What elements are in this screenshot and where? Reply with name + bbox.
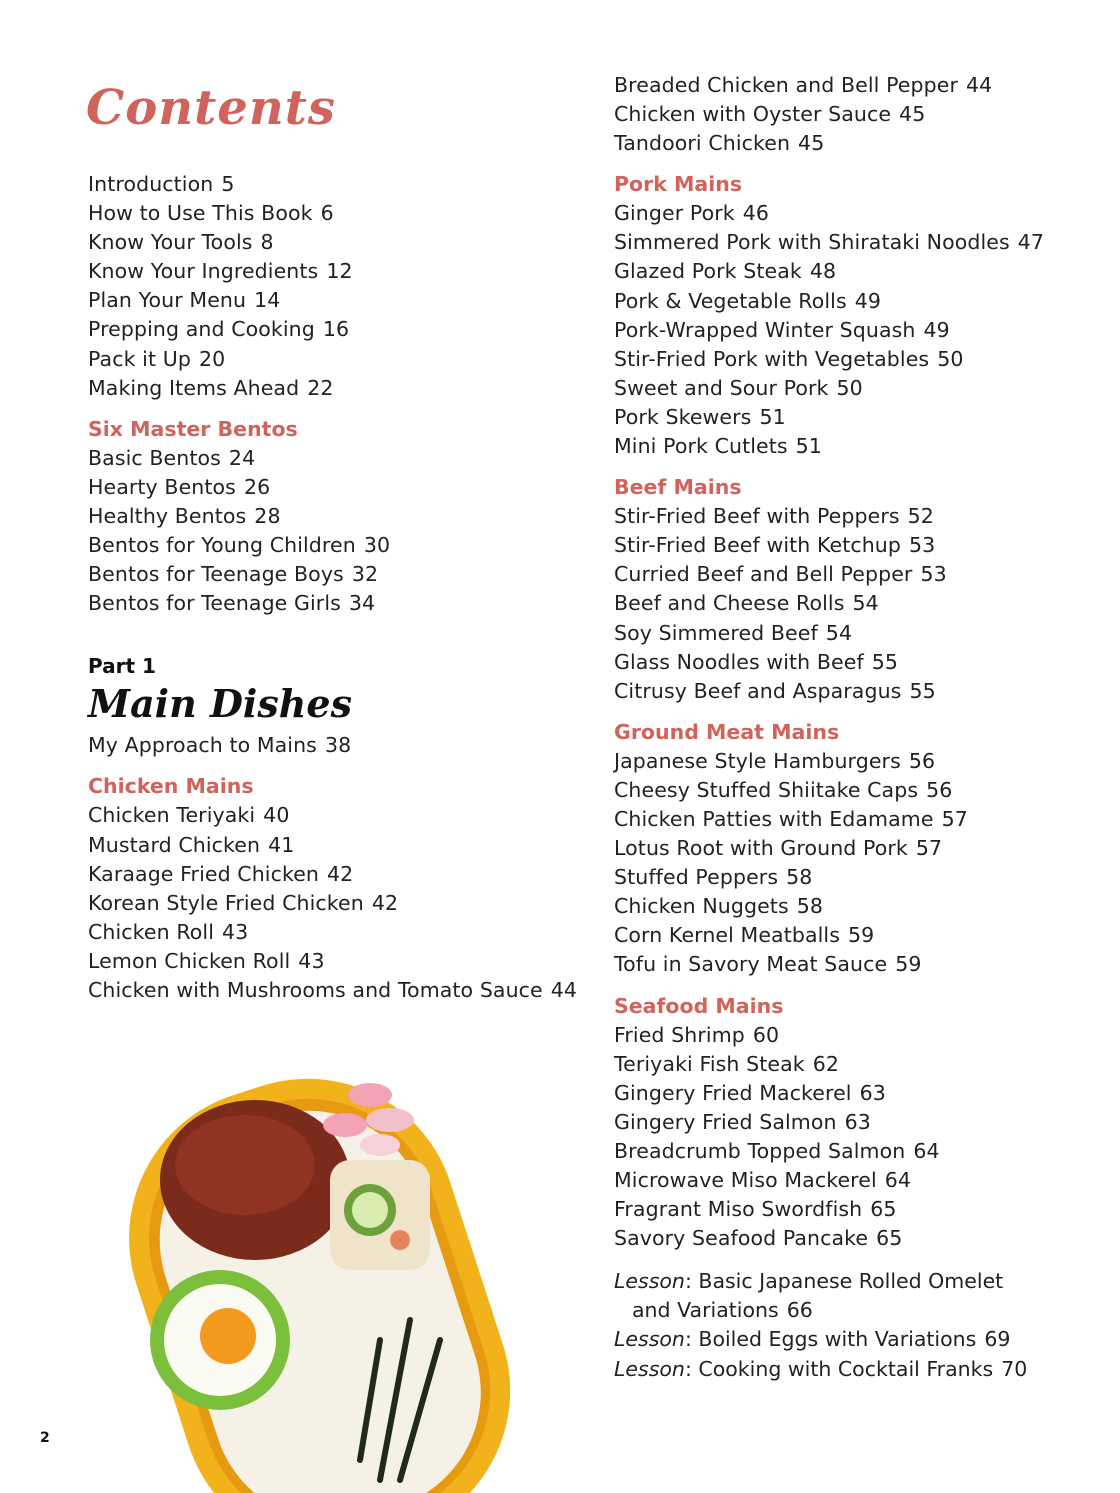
- toc-entry[interactable]: Lotus Root with Ground Pork 57: [614, 836, 943, 861]
- toc-entry[interactable]: Glazed Pork Steak 48: [614, 259, 837, 284]
- toc-entry[interactable]: Chicken with Mushrooms and Tomato Sauce 44: [88, 977, 578, 1002]
- lesson-entry[interactable]: Lesson: Cooking with Cocktail Franks 70: [614, 1356, 1028, 1381]
- toc-entry[interactable]: Stir-Fried Beef with Ketchup 53: [614, 533, 936, 558]
- toc-entry[interactable]: Pork-Wrapped Winter Squash 49: [614, 317, 950, 342]
- toc-entry[interactable]: How to Use This Book 6: [88, 201, 334, 226]
- toc-entry[interactable]: Cheesy Stuffed Shiitake Caps 56: [614, 777, 953, 802]
- toc-entry[interactable]: Bentos for Teenage Boys 32: [88, 562, 379, 587]
- toc-entry[interactable]: Fried Shrimp 60: [614, 1022, 780, 1047]
- toc-entry[interactable]: Tandoori Chicken 45: [614, 131, 825, 156]
- seafood-mains-list: [614, 1021, 1094, 1254]
- toc-entry[interactable]: Lemon Chicken Roll 43: [88, 948, 325, 973]
- toc-entry[interactable]: Gingery Fried Salmon 63: [614, 1109, 871, 1134]
- toc-entry[interactable]: Basic Bentos 24: [88, 445, 256, 470]
- toc-entry[interactable]: Breadcrumb Topped Salmon 64: [614, 1138, 940, 1163]
- toc-entry[interactable]: Prepping and Cooking 16: [88, 317, 350, 342]
- right-column: [614, 71, 1094, 1384]
- lesson-entry[interactable]: Lesson: Basic Japanese Rolled Omelet and Variations 66: [614, 1269, 1004, 1323]
- egg-in-pepper: [150, 1270, 290, 1410]
- beef-mains-list: [614, 502, 1094, 706]
- toc-entry[interactable]: Pack it Up 20: [88, 346, 226, 371]
- toc-entry[interactable]: Mustard Chicken 41: [88, 832, 295, 857]
- toc-entry[interactable]: Sweet and Sour Pork 50: [614, 375, 863, 400]
- toc-entry[interactable]: Mini Pork Cutlets 51: [614, 434, 822, 459]
- toc-entry[interactable]: Introduction 5: [88, 172, 235, 196]
- bento-box-photo: [80, 1040, 550, 1493]
- toc-entry[interactable]: Soy Simmered Beef 54: [614, 620, 853, 645]
- toc-entry[interactable]: Stir-Fried Beef with Peppers 52: [614, 504, 934, 529]
- lesson-prefix: Lesson: [614, 1356, 685, 1381]
- toc-entry[interactable]: Bentos for Young Children 30: [88, 533, 391, 558]
- sauce-glaze: [175, 1115, 315, 1215]
- page-number: 2: [40, 1430, 50, 1446]
- toc-entry[interactable]: Korean Style Fried Chicken 42: [88, 890, 399, 915]
- toc-entry[interactable]: Citrusy Beef and Asparagus 55: [614, 678, 936, 703]
- chicken-mains-list: [88, 801, 588, 1005]
- part-intro-list: [88, 731, 588, 760]
- section-heading-pork-mains: Pork Mains: [614, 172, 743, 197]
- toc-entry[interactable]: Chicken Roll 43: [88, 919, 249, 944]
- part-label: Part 1: [88, 654, 156, 679]
- toc-entry[interactable]: Ginger Pork 46: [614, 201, 770, 226]
- toc-entry[interactable]: Plan Your Menu 14: [88, 288, 281, 313]
- six-master-bentos-list: [88, 444, 588, 619]
- toc-entry[interactable]: Know Your Tools 8: [88, 230, 274, 255]
- lesson-entry[interactable]: Lesson: Boiled Eggs with Variations 69: [614, 1327, 1011, 1352]
- toc-entry[interactable]: Stir-Fried Pork with Vegetables 50: [614, 346, 964, 371]
- toc-entry[interactable]: Tofu in Savory Meat Sauce 59: [614, 952, 922, 977]
- toc-entry[interactable]: Simmered Pork with Shirataki Noodles 47: [614, 230, 1045, 255]
- toc-entry[interactable]: Pork Skewers 51: [614, 404, 786, 429]
- toc-entry[interactable]: Hearty Bentos 26: [88, 474, 271, 499]
- toc-entry[interactable]: Chicken Patties with Edamame 57: [614, 806, 968, 831]
- contents-title: Contents: [86, 80, 336, 136]
- left-column: [88, 170, 588, 1005]
- toc-entry[interactable]: Know Your Ingredients 12: [88, 259, 353, 284]
- toc-entry[interactable]: Gingery Fried Mackerel 63: [614, 1080, 886, 1105]
- toc-entry[interactable]: Fragrant Miso Swordfish 65: [614, 1197, 897, 1222]
- toc-entry[interactable]: Corn Kernel Meatballs 59: [614, 923, 875, 948]
- section-heading-beef-mains: Beef Mains: [614, 475, 742, 500]
- section-heading-seafood-mains: Seafood Mains: [614, 993, 784, 1018]
- toc-entry[interactable]: Making Items Ahead 22: [88, 375, 334, 400]
- toc-entry[interactable]: Chicken Teriyaki 40: [88, 803, 290, 828]
- toc-entry[interactable]: Glass Noodles with Beef 55: [614, 649, 899, 674]
- section-heading-six-master-bentos: Six Master Bentos: [88, 416, 298, 441]
- toc-entry[interactable]: Teriyaki Fish Steak 62: [614, 1051, 840, 1076]
- toc-entry[interactable]: Karaage Fried Chicken 42: [88, 861, 354, 886]
- lesson-prefix: Lesson: [614, 1327, 685, 1352]
- toc-entry[interactable]: Breaded Chicken and Bell Pepper 44: [614, 73, 993, 97]
- potato-salad-cup: [330, 1160, 430, 1270]
- lesson-prefix: Lesson: [614, 1269, 685, 1294]
- toc-entry[interactable]: Curried Beef and Bell Pepper 53: [614, 562, 947, 587]
- toc-entry[interactable]: My Approach to Mains 38: [88, 733, 352, 758]
- section-heading-chicken-mains: Chicken Mains: [88, 774, 254, 799]
- toc-entry[interactable]: Japanese Style Hamburgers 56: [614, 748, 936, 773]
- toc-entry[interactable]: Bentos for Teenage Girls 34: [88, 591, 376, 616]
- toc-entry[interactable]: Savory Seafood Pancake 65: [614, 1226, 903, 1251]
- ground-meat-mains-list: [614, 747, 1094, 980]
- front-matter-list: [88, 170, 588, 403]
- toc-entry[interactable]: Chicken Nuggets 58: [614, 894, 824, 919]
- part-title: Main Dishes: [88, 681, 352, 727]
- toc-entry[interactable]: Beef and Cheese Rolls 54: [614, 591, 879, 616]
- toc-entry[interactable]: Chicken with Oyster Sauce 45: [614, 102, 926, 127]
- chicken-mains-continued-list: [614, 71, 1094, 158]
- section-heading-ground-meat-mains: Ground Meat Mains: [614, 719, 840, 744]
- toc-entry[interactable]: Pork & Vegetable Rolls 49: [614, 288, 882, 313]
- pork-mains-list: [614, 199, 1094, 461]
- toc-entry[interactable]: Stuffed Peppers 58: [614, 865, 813, 890]
- toc-entry[interactable]: Microwave Miso Mackerel 64: [614, 1168, 912, 1192]
- toc-entry[interactable]: Healthy Bentos 28: [88, 503, 281, 528]
- lesson-list: [614, 1267, 1094, 1383]
